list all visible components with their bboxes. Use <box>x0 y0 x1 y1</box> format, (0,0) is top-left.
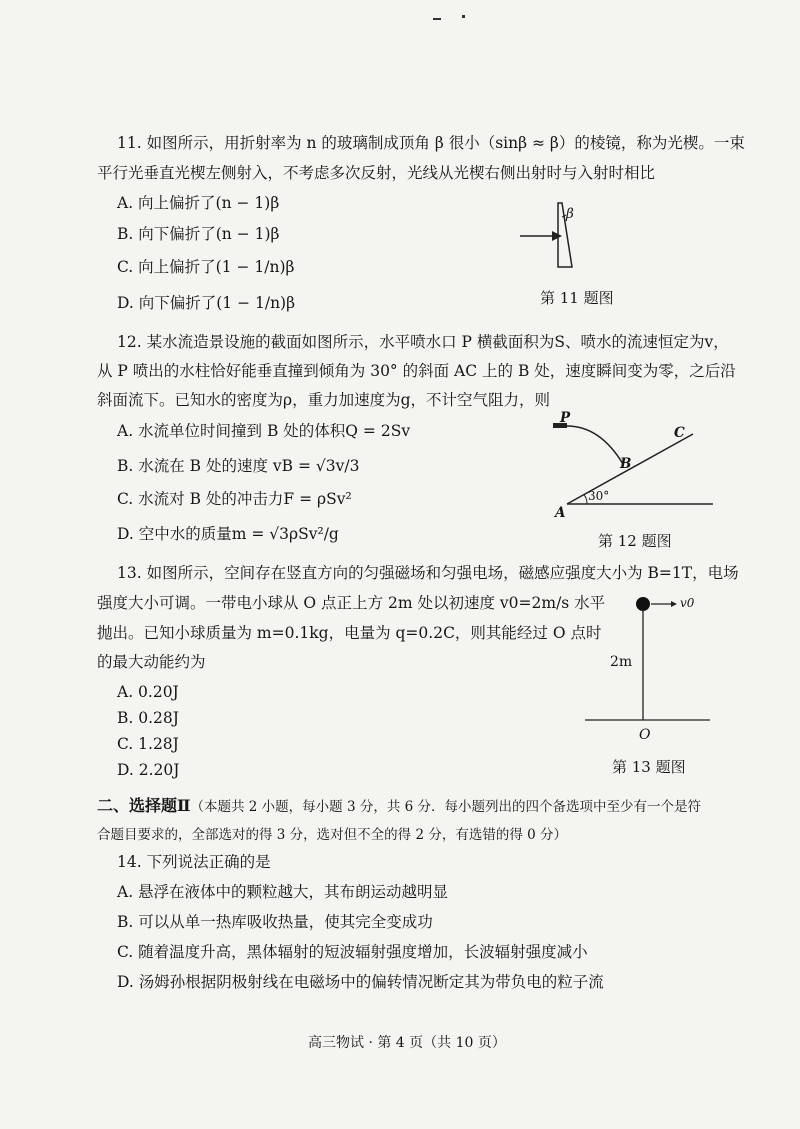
q13-option-a: A. 0.20J <box>117 683 179 701</box>
water-trajectory <box>567 426 623 464</box>
q12-option-a: A. 水流单位时间撞到 B 处的体积Q = 2Sv <box>117 422 411 440</box>
q13-v0-label: v0 <box>680 596 695 610</box>
q12-stem-line3: 斜面流下。已知水的密度为ρ，重力加速度为g，不计空气阻力，则 <box>97 391 551 409</box>
q13-stem-line4: 的最大动能约为 <box>97 653 206 671</box>
section2-header <box>97 793 701 816</box>
q13-figure <box>585 592 725 732</box>
section2-title: 二、选择题Ⅱ <box>97 796 191 815</box>
q14-option-d: D. 汤姆孙根据阴极射线在电磁场中的偏转情况断定其为带负电的粒子流 <box>117 973 604 991</box>
q11-caption: 第 11 题图 <box>540 289 614 307</box>
q11-option-d: D. 向下偏折了(1 − 1/n)β <box>117 294 296 312</box>
q12-caption: 第 12 题图 <box>598 532 672 550</box>
q14-stem: 14. 下列说法正确的是 <box>117 853 271 871</box>
q11-figure <box>510 195 600 275</box>
q11-stem-line1: 11. 如图所示，用折射率为 n 的玻璃制成顶角 β 很小（sinβ ≈ β）的棱镜，称为光楔。一束 <box>117 134 745 152</box>
q11-stem-line2: 平行光垂直光楔左侧射入，不考虑多次反射，光线从光楔右侧出射时与入射时相比 <box>97 164 656 182</box>
scan-mark <box>462 15 465 18</box>
q13-caption: 第 13 题图 <box>612 758 686 776</box>
section2-note-line1: （本题共 2 小题，每小题 3 分，共 6 分．每小题列出的四个备选项中至少有一个是符 <box>190 799 702 815</box>
q13-o-label: O <box>639 727 651 743</box>
q12-option-b: B. 水流在 B 处的速度 vB = √3v/3 <box>117 457 360 475</box>
q11-option-a: A. 向上偏折了(n − 1)β <box>117 194 280 212</box>
angle-arc <box>584 495 587 504</box>
q12-label-b: B <box>620 456 632 472</box>
section2-note-line2: 合题目要求的，全部选对的得 3 分，选对但不全的得 2 分，有选错的得 0 分） <box>97 827 568 843</box>
q12-label-c: C <box>674 425 685 441</box>
q11-option-c: C. 向上偏折了(1 − 1/n)β <box>117 258 295 276</box>
q13-option-c: C. 1.28J <box>117 735 179 753</box>
scan-mark <box>433 18 441 20</box>
q14-option-b: B. 可以从单一热库吸收热量，使其完全变成功 <box>117 913 433 931</box>
q12-label-p: P <box>560 410 571 426</box>
q11-beta-label: β <box>566 206 574 222</box>
q13-option-b: B. 0.28J <box>117 709 179 727</box>
q13-stem-line1: 13. 如图所示，空间存在竖直方向的匀强磁场和匀强电场，磁感应强度大小为 B=1T，电场 <box>117 564 739 582</box>
q13-option-d: D. 2.20J <box>117 761 180 779</box>
q14-option-a: A. 悬浮在液体中的颗粒越大，其布朗运动越明显 <box>117 883 449 901</box>
charged-ball <box>636 597 650 611</box>
q12-stem-line2: 从 P 喷出的水柱恰好能垂直撞到倾角为 30° 的斜面 AC 上的 B 处，速度瞬间变为零，之后沿 <box>97 362 736 380</box>
arrowhead <box>671 601 677 607</box>
arrowhead <box>552 231 562 241</box>
q12-stem-line1: 12. 某水流造景设施的截面如图所示，水平喷水口 P 横截面积为S、喷水的流速恒定为v， <box>117 333 729 351</box>
q12-option-d: D. 空中水的质量m = √3ρSv²/g <box>117 525 339 543</box>
q13-height-label: 2m <box>610 654 633 670</box>
q12-label-a: A <box>555 505 566 521</box>
q11-option-b: B. 向下偏折了(n − 1)β <box>117 225 280 243</box>
q12-angle-label: 30° <box>588 489 610 503</box>
q13-stem-line3: 抛出。已知小球质量为 m=0.1kg，电量为 q=0.2C，则其能经过 O 点时 <box>97 624 602 642</box>
q12-option-c: C. 水流对 B 处的冲击力F = ρSv² <box>117 490 352 508</box>
page-footer: 高三物试 · 第 4 页（共 10 页） <box>308 1035 506 1051</box>
q14-option-c: C. 随着温度升高，黑体辐射的短波辐射强度增加，长波辐射强度减小 <box>117 943 588 961</box>
q12-figure <box>545 412 720 522</box>
q13-stem-line2: 强度大小可调。一带电小球从 O 点正上方 2m 处以初速度 v0=2m/s 水平 <box>97 594 606 612</box>
